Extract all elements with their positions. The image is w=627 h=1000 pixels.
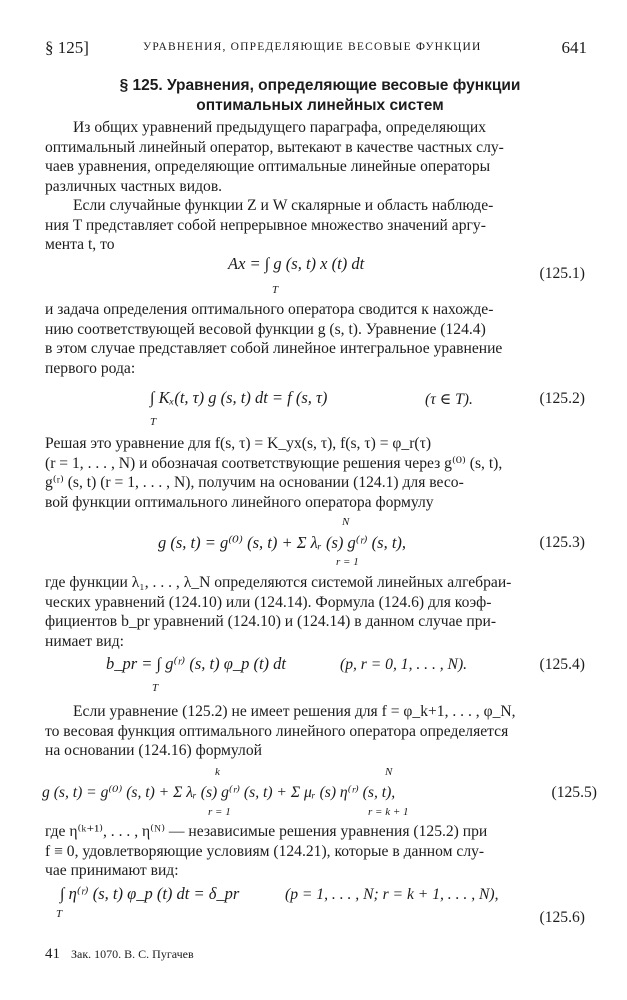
text-line: Решая это уравнение для f(s, τ) = K_yx(s, τ), f(s, τ) = φ_r(τ) (45, 435, 432, 452)
equation-body: ∫ η⁽ʳ⁾ (s, t) φ_p (t) dt = δ_pr (60, 884, 240, 903)
text-line: ческих уравнений (124.10) или (124.14). Формула (124.6) для коэф- (45, 593, 492, 611)
sum-upper-limit: N (385, 766, 393, 778)
text-line: ния T представляет собой непрерывное множество значений аргу- (45, 216, 486, 234)
integral-lower-limit: T (56, 908, 63, 920)
sum-lower-limit: r = k + 1 (368, 806, 409, 818)
paragraph-4 (45, 434, 585, 512)
text-line: (r = 1, . . . , N) и обозначая соответствующие решения через g⁽⁰⁾ (s, t), (45, 454, 503, 472)
text-line: мента t, то (45, 236, 115, 253)
sum-upper-limit: N (342, 516, 350, 528)
text-line: Если случайные функции Z и W скалярные и область наблюде- (73, 197, 494, 214)
text-line: на основании (124.16) формулой (45, 742, 262, 759)
equation-body: ∫ Kₓ(t, τ) g (s, t) dt = f (s, τ) (150, 388, 328, 407)
paragraph-7 (45, 822, 585, 881)
equation-number: (125.1) (539, 265, 585, 282)
text-line: чаев уравнения, определяющие оптимальные линейные операторы (45, 158, 491, 175)
equation-number: (125.5) (551, 784, 597, 801)
text-line: нию соответствующей весовой функции g (s, t). Уравнение (124.4) (45, 320, 486, 338)
paragraph-6 (45, 702, 585, 761)
text-line: различных частных видов. (45, 177, 223, 195)
running-head (45, 38, 587, 60)
text-line: фициентов b_pr уравнений (124.10) и (124.14) в данном случае при- (45, 613, 497, 630)
integral-lower-limit: T (272, 284, 279, 296)
text-line: вой функции оптимального линейного оператора формулу (45, 493, 434, 511)
equation-number: (125.6) (539, 909, 585, 926)
equation-body: g (s, t) = g⁽⁰⁾ (s, t) + Σ λᵣ (s) g⁽ʳ⁾ (s, t) + Σ μᵣ (s) η⁽ʳ⁾ (s, t), (42, 784, 396, 801)
running-head-section: § 125] (45, 38, 89, 57)
sum-lower-limit: r = 1 (208, 806, 231, 818)
footer-text: Зак. 1070. В. С. Пугачев (71, 947, 194, 961)
section-heading-line-2: оптимальных линейных систем (196, 97, 444, 114)
equation-number: (125.4) (539, 656, 585, 673)
text-line: первого рода: (45, 359, 136, 377)
printer-footer (45, 946, 194, 963)
equation-125-6 (60, 884, 239, 904)
equation-body: g (s, t) = g⁽⁰⁾ (s, t) + Σ λᵣ (s) g⁽ʳ⁾ (s, t), (158, 533, 407, 552)
text-line: Если уравнение (125.2) не имеет решения для f = φ_k+1, . . . , φ_N, (73, 703, 516, 720)
equation-125-4 (106, 654, 286, 674)
signature-number: 41 (45, 946, 60, 962)
equation-body: Ax = ∫ g (s, t) x (t) dt (228, 254, 365, 273)
paragraph-5 (45, 573, 585, 651)
text-line: в этом случае представляет собой линейное интегральное уравнение (45, 340, 503, 357)
text-line: g⁽ʳ⁾ (s, t) (r = 1, . . . , N), получим на основании (124.1) для весо- (45, 474, 464, 491)
equation-125-1 (228, 254, 364, 274)
text-line: оптимальный линейный оператор, вытекают в качестве частных слу- (45, 138, 504, 156)
section-heading (40, 76, 600, 116)
equation-body: b_pr = ∫ g⁽ʳ⁾ (s, t) φ_p (t) dt (106, 654, 287, 673)
page-number: 641 (561, 38, 587, 57)
integral-lower-limit: T (152, 682, 159, 694)
text-line: где функции λ₁, . . . , λ_N определяются системой линейных алгебраи- (45, 574, 512, 591)
equation-number: (125.2) (539, 390, 585, 407)
equation-condition: (τ ∈ T). (425, 391, 473, 408)
running-head-title: УРАВНЕНИЯ, ОПРЕДЕЛЯЮЩИЕ ВЕСОВЫЕ ФУНКЦИИ (143, 41, 482, 53)
text-line: Из общих уравнений предыдущего параграфа, определяющих (73, 119, 486, 136)
equation-number: (125.3) (539, 534, 585, 551)
equation-125-3 (158, 533, 406, 553)
equation-125-5 (42, 783, 395, 802)
text-line: f ≡ 0, удовлетворяющие условиям (124.21), которые в данном слу- (45, 842, 485, 860)
paragraph-3 (45, 300, 585, 378)
text-line: нимает вид: (45, 632, 124, 650)
section-heading-line-1: § 125. Уравнения, определяющие весовые функции (119, 77, 521, 94)
text-line: где η⁽ᵏ⁺¹⁾, . . . , η⁽ᴺ⁾ — независимые решения уравнения (125.2) при (45, 823, 488, 840)
sum-lower-limit: r = 1 (336, 556, 359, 568)
paragraph-2 (45, 196, 585, 255)
equation-condition: (p, r = 0, 1, . . . , N). (340, 656, 468, 673)
sum-upper-limit: k (215, 766, 220, 778)
text-line: чае принимают вид: (45, 862, 179, 879)
integral-lower-limit: T (150, 416, 157, 428)
equation-125-2 (150, 388, 327, 408)
paragraph-1 (45, 118, 585, 196)
equation-condition: (p = 1, . . . , N; r = k + 1, . . . , N), (285, 886, 499, 903)
text-line: то весовая функция оптимального линейного оператора определяется (45, 722, 509, 740)
text-line: и задача определения оптимального оператора сводится к нахожде- (45, 301, 494, 318)
